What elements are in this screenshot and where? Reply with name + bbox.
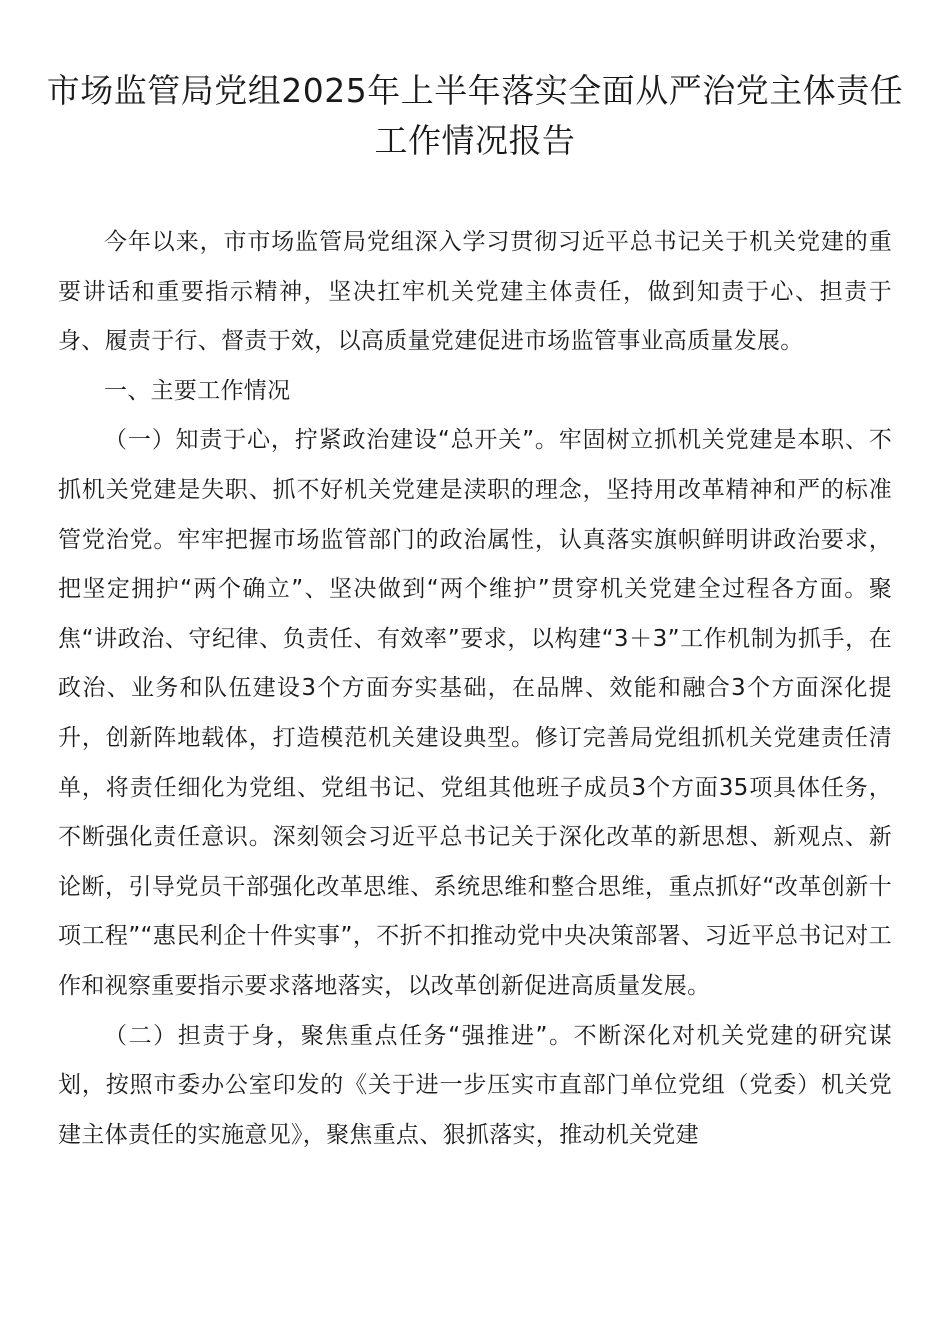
section-heading: 一、主要工作情况 bbox=[104, 377, 291, 404]
subsection-1-paragraph: （一）知责于心，拧紧政治建设“总开关”。牢固树立抓机关党建是本职、不抓机关党建是失职、抓不好机关党建是渎职的理念，坚持用改革精神和严的标准管党治党。牢牢把握市场监管部门的政治属性，认真落实旗帜鲜明讲政治要求，把坚定拥护“两个确立”、坚决做到“两个维护”贯穿机关党建全过程各方面。聚焦“讲政治、守纪律、负责任、有效率”要求，以构建“3＋3”工作机制为抓手，在政治、业务和队伍建设3个方面夯实基础，在品牌、效能和融合3个方面深化提升，创新阵地载体，打造模范机关建设典型。修订完善局党组抓机关党建责任清单，将责任细化为党组、党组书记、党组其他班子成员3个方面35项具体任务，不断强化责任意识。深刻领会习近平总书记关于深化改革的新思想、新观点、新论断，引导党员干部强化改革思维、系统思维和整合思维，重点抓好“改革创新十项工程”“惠民利企十件实事”，不折不扣推动党中央决策部署、习近平总书记对工作和视察重要指示要求落地落实，以改革创新促进高质量发展。 bbox=[58, 427, 892, 999]
document-title: 市场监管局党组2025年上半年落实全面从严治党主体责任工作情况报告 bbox=[46, 71, 904, 160]
document-body bbox=[58, 218, 892, 1160]
subsection-2-paragraph: （二）担责于身，聚焦重点任务“强推进”。不断深化对机关党建的研究谋划，按照市委办公室印发的《关于进一步压实市直部门单位党组（党委）机关党建主体责任的实施意见》，聚焦重点、狠抓落实，推动机关党建 bbox=[58, 1022, 892, 1148]
intro-paragraph: 今年以来，市市场监管局党组深入学习贯彻习近平总书记关于机关党建的重要讲话和重要指示精神，坚决扛牢机关党建主体责任，做到知责于心、担责于身、履责于行、督责于效，以高质量党建促进市场监管事业高质量发展。 bbox=[58, 229, 892, 355]
